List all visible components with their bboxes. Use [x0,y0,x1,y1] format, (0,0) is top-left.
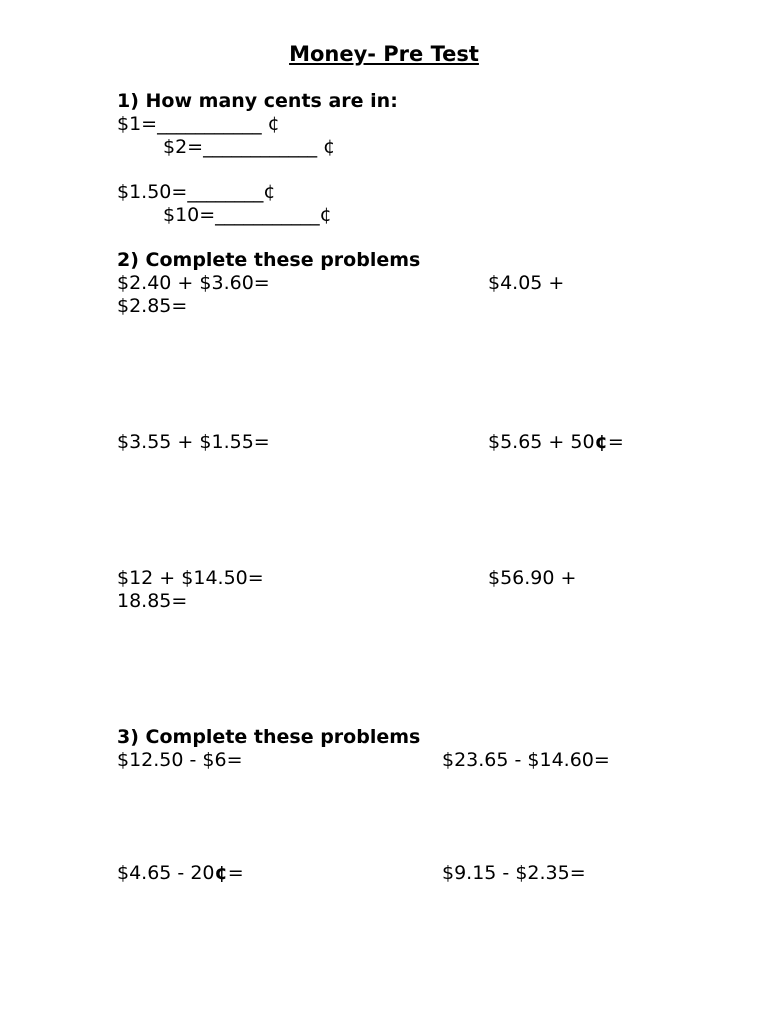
add-problem-1-right-wrap: $2.85= [117,295,188,317]
add-problem-1-right: $4.05 + [488,272,565,294]
add-problem-3-left: $12 + $14.50= [117,567,264,589]
subtract-problem-2-left [117,862,244,885]
section-3-heading: 3) Complete these problems [117,726,421,748]
equals-sign: = [607,431,624,453]
cent-symbol: ¢ [594,431,608,453]
add-problem-3-right-wrap: 18.85= [117,590,188,612]
cents-question-2: $2=____________ ¢ [163,136,336,158]
cent-symbol: ¢ [214,862,228,884]
subtract-problem-1-right: $23.65 - $14.60= [442,749,610,771]
add-problem-2-left: $3.55 + $1.55= [117,431,270,453]
cents-question-3: $1.50=________¢ [117,181,276,203]
add-problem-2-right [488,431,624,454]
subtract-problem-2-right: $9.15 - $2.35= [442,862,586,884]
add-problem-3-right: $56.90 + [488,567,577,589]
section-1-heading: 1) How many cents are in: [117,90,398,112]
page-title: Money- Pre Test [289,42,479,66]
subtract-problem-2-left-text: $4.65 - 20 [117,862,215,884]
section-2-heading: 2) Complete these problems [117,249,421,271]
cents-question-1: $1=___________ ¢ [117,113,280,135]
equals-sign: = [227,862,244,884]
cents-question-4: $10=___________¢ [163,204,332,226]
add-problem-1-left: $2.40 + $3.60= [117,272,270,294]
subtract-problem-1-left: $12.50 - $6= [117,749,243,771]
add-problem-2-right-text: $5.65 + 50 [488,431,595,453]
